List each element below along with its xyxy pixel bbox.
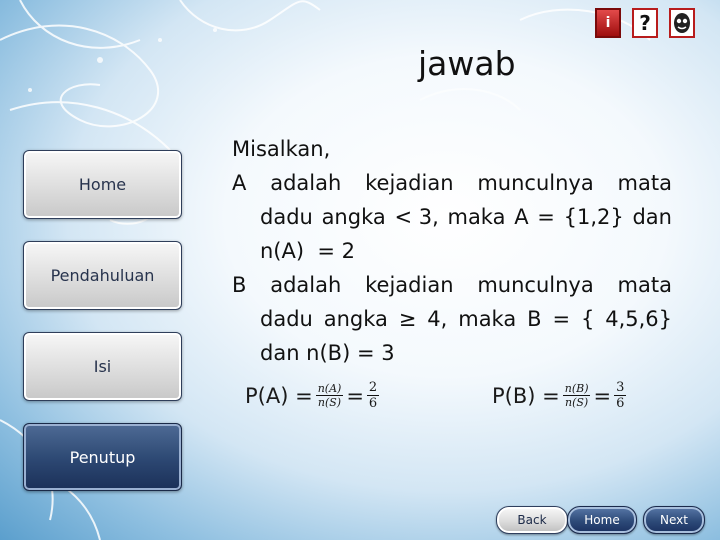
word: B bbox=[527, 307, 542, 331]
event-b-line-3: dan n(B) = 3 bbox=[260, 341, 395, 365]
word: {1,2} bbox=[563, 205, 624, 229]
event-b-line-1 bbox=[232, 268, 672, 302]
probability-b-formula bbox=[492, 380, 629, 411]
word: < 3, bbox=[394, 205, 439, 229]
word: munculnya bbox=[477, 171, 594, 195]
word: maka bbox=[458, 307, 517, 331]
event-b-line-2 bbox=[232, 302, 672, 336]
page-title: jawab bbox=[418, 44, 516, 83]
info-icon-glyph: i bbox=[605, 15, 611, 31]
probability-a-formula bbox=[245, 380, 382, 411]
word: dadu bbox=[260, 307, 313, 331]
back-button-label: Back bbox=[517, 513, 547, 527]
sidebar-item-label: Pendahuluan bbox=[50, 266, 155, 285]
sidebar-item-label: Penutup bbox=[69, 447, 136, 467]
event-a-line-2 bbox=[232, 200, 672, 234]
formula-label: P(A) = bbox=[245, 383, 313, 408]
word: = bbox=[537, 205, 555, 229]
fraction-denominator: n(S) bbox=[565, 396, 589, 409]
next-button[interactable] bbox=[643, 506, 705, 534]
fraction bbox=[563, 382, 591, 409]
info-icon[interactable] bbox=[595, 8, 621, 38]
word: angka bbox=[323, 307, 388, 331]
word: 4, bbox=[427, 307, 448, 331]
sidebar-item-penutup[interactable] bbox=[23, 423, 182, 491]
fraction-denominator: 6 bbox=[616, 396, 625, 411]
intro-text: Misalkan, bbox=[232, 137, 331, 161]
word: maka bbox=[447, 205, 506, 229]
event-a-line-3: n(A) = 2 bbox=[260, 239, 356, 263]
fraction-numerator: n(A) bbox=[317, 382, 342, 395]
fraction-value bbox=[367, 380, 379, 411]
word: dadu bbox=[260, 205, 313, 229]
sidebar-item-label: Home bbox=[78, 175, 127, 194]
sidebar-item-label: Isi bbox=[93, 357, 112, 376]
word: adalah bbox=[270, 171, 342, 195]
fraction-numerator: 3 bbox=[616, 380, 625, 395]
sidebar-item-isi[interactable] bbox=[23, 332, 182, 401]
home-button[interactable] bbox=[567, 506, 637, 534]
word: kejadian bbox=[365, 171, 454, 195]
formula-label: P(B) = bbox=[492, 383, 560, 408]
word: adalah bbox=[270, 273, 342, 297]
word: A bbox=[514, 205, 529, 229]
word: mata bbox=[617, 171, 672, 195]
word: ≥ bbox=[398, 307, 417, 331]
face-icon[interactable] bbox=[669, 8, 695, 38]
equals-sign: = bbox=[593, 383, 612, 408]
word: B bbox=[232, 273, 247, 297]
fraction-denominator: n(S) bbox=[317, 396, 342, 409]
fraction-numerator: 2 bbox=[368, 380, 378, 395]
event-a-line-1 bbox=[232, 166, 672, 200]
home-button-label: Home bbox=[584, 513, 620, 527]
help-icon[interactable] bbox=[632, 8, 658, 38]
sidebar-item-pendahuluan[interactable] bbox=[23, 241, 182, 310]
back-button[interactable] bbox=[496, 506, 568, 534]
fraction-numerator: n(B) bbox=[564, 382, 589, 395]
word: A bbox=[232, 171, 247, 195]
answer-content bbox=[232, 132, 672, 370]
help-icon-glyph: ? bbox=[639, 11, 651, 35]
word: 4,5,6} bbox=[605, 307, 672, 331]
equals-sign: = bbox=[346, 383, 364, 408]
fraction bbox=[316, 382, 344, 409]
word: { bbox=[580, 307, 595, 331]
fraction-denominator: 6 bbox=[368, 396, 378, 411]
word: dan bbox=[632, 205, 672, 229]
next-button-label: Next bbox=[660, 513, 688, 527]
word: mata bbox=[617, 273, 672, 297]
word: = bbox=[552, 307, 571, 331]
word: angka bbox=[321, 205, 386, 229]
word: munculnya bbox=[477, 273, 594, 297]
word: kejadian bbox=[365, 273, 454, 297]
sidebar-item-home[interactable] bbox=[23, 150, 182, 219]
fraction-value bbox=[614, 380, 626, 411]
face-icon-graphic bbox=[672, 11, 692, 35]
